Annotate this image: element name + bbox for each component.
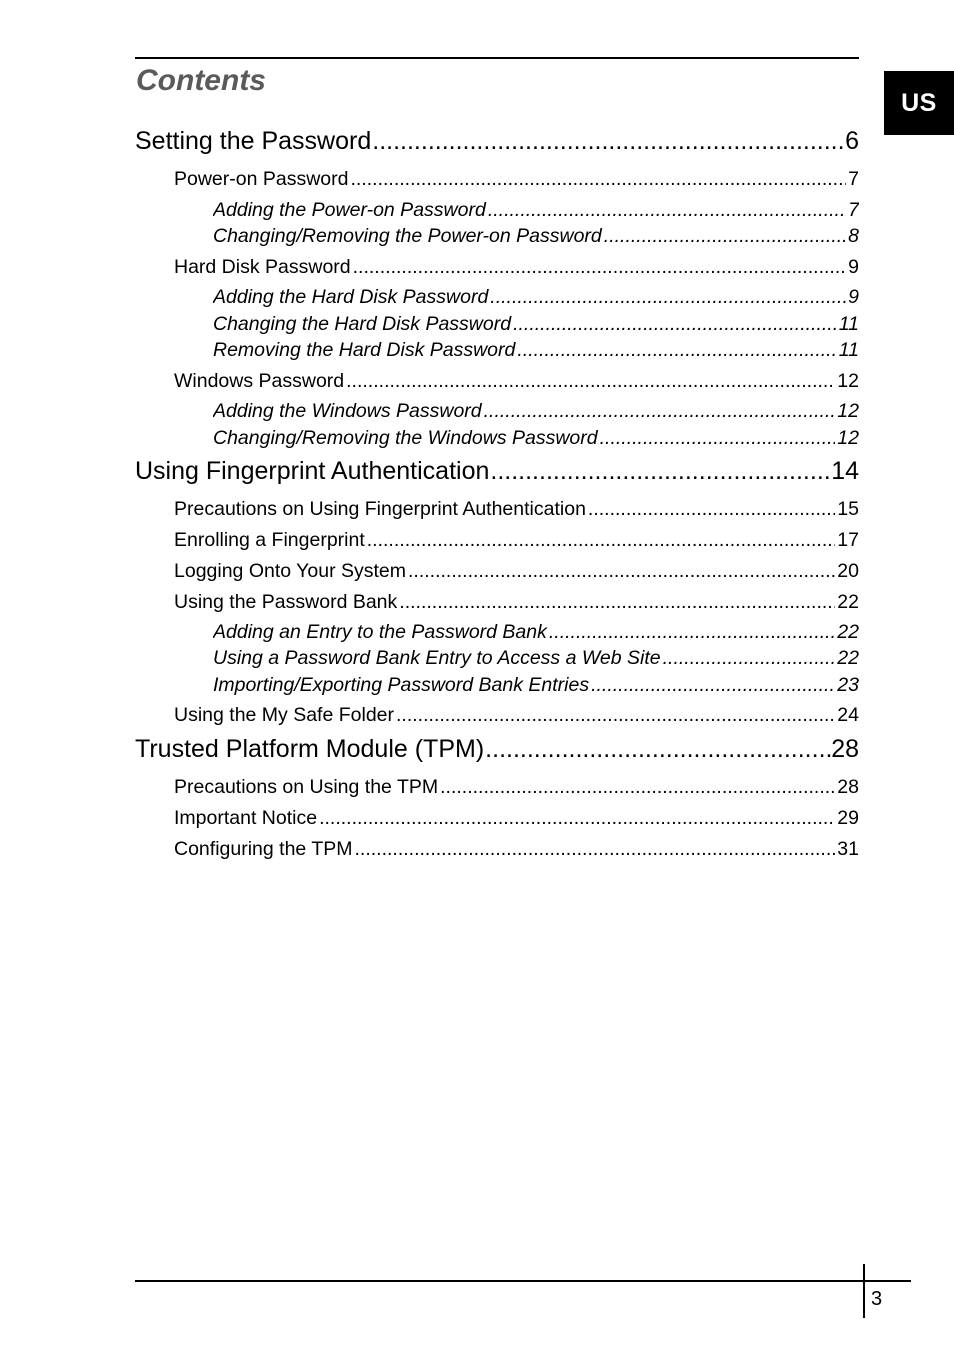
toc-page-number: 7 <box>848 199 859 221</box>
toc-page-number: 11 <box>838 313 859 335</box>
toc-page-number: 29 <box>837 807 859 829</box>
leader-dots <box>490 457 831 486</box>
toc-page-number: 15 <box>837 498 859 520</box>
toc-entry-title: Hard Disk Password <box>174 256 351 278</box>
leader-dots <box>351 168 847 191</box>
leader-dots <box>549 621 835 644</box>
toc-entry[interactable] <box>174 591 859 617</box>
toc-entry[interactable] <box>174 370 859 396</box>
leader-dots <box>408 560 835 583</box>
toc-page-number: 28 <box>831 735 859 763</box>
leader-dots <box>604 225 846 248</box>
toc-entry-title: Enrolling a Fingerprint <box>174 529 365 551</box>
toc-entry-title: Using the Password Bank <box>174 591 398 613</box>
toc-entry-title: Configuring the TPM <box>174 838 353 860</box>
toc-subentry-title: Adding the Windows Password <box>213 400 482 422</box>
leader-dots <box>484 400 836 423</box>
toc-page-number: 12 <box>837 370 859 392</box>
toc-subentry-title: Using a Password Bank Entry to Access a Web Site <box>213 647 661 669</box>
toc-subentry-title: Adding the Power-on Password <box>213 199 486 221</box>
leader-dots <box>591 674 835 697</box>
toc-page-number: 9 <box>848 286 859 308</box>
toc-subentry-title: Changing the Hard Disk Password <box>213 313 512 335</box>
toc-entry[interactable] <box>174 776 859 802</box>
toc-page-number: 14 <box>831 457 859 485</box>
leader-dots <box>600 427 836 450</box>
toc-subentry[interactable] <box>213 199 859 225</box>
toc-page-number: 31 <box>837 838 859 860</box>
toc-entry[interactable] <box>174 560 859 586</box>
leader-dots <box>372 127 845 156</box>
toc-entry[interactable] <box>174 498 859 524</box>
toc-entry-title: Precautions on Using Fingerprint Authentication <box>174 498 586 520</box>
toc-page-number: 20 <box>837 560 859 582</box>
toc-entry[interactable] <box>174 168 859 194</box>
toc-subentry-title: Changing/Removing the Windows Password <box>213 427 598 449</box>
toc-page-number: 8 <box>848 225 859 247</box>
toc-entry-title: Using the My Safe Folder <box>174 704 395 726</box>
toc-section-title: Trusted Platform Module (TPM) <box>135 735 485 763</box>
toc-page-number: 22 <box>837 621 859 643</box>
leader-dots <box>663 647 836 670</box>
footer-rule <box>135 1280 911 1282</box>
toc-entry[interactable] <box>174 529 859 555</box>
toc-page-number: 9 <box>848 256 859 278</box>
toc-page-number: 17 <box>837 529 859 551</box>
toc-entry-title: Windows Password <box>174 370 345 392</box>
toc-page-number: 22 <box>837 647 859 669</box>
toc-page-number: 12 <box>837 427 859 449</box>
toc-page-number: 28 <box>837 776 859 798</box>
leader-dots <box>319 807 835 830</box>
toc-entry[interactable] <box>174 704 859 730</box>
toc-subentry[interactable] <box>213 313 859 339</box>
toc-subentry[interactable] <box>213 647 859 673</box>
leader-dots <box>367 529 836 552</box>
leader-dots <box>353 256 847 279</box>
toc-subentry[interactable] <box>213 427 859 453</box>
toc-page-number: 23 <box>837 674 859 696</box>
page-number: 3 <box>871 1288 883 1310</box>
toc-section[interactable] <box>135 457 859 489</box>
toc-page-number: 6 <box>845 127 859 155</box>
toc-entry-title: Power-on Password <box>174 168 349 190</box>
language-tab: US <box>884 71 954 135</box>
leader-dots <box>488 199 846 222</box>
toc-subentry-title: Adding the Hard Disk Password <box>213 286 489 308</box>
toc-entry[interactable] <box>174 256 859 282</box>
toc-entry[interactable] <box>174 807 859 833</box>
toc-subentry-title: Removing the Hard Disk Password <box>213 339 516 361</box>
toc-entry-title: Precautions on Using the TPM <box>174 776 439 798</box>
toc-subentry[interactable] <box>213 674 859 700</box>
toc-subentry[interactable] <box>213 286 859 312</box>
toc-subentry[interactable] <box>213 400 859 426</box>
leader-dots <box>440 776 835 799</box>
leader-dots <box>396 704 835 727</box>
toc-subentry-title: Changing/Removing the Power-on Password <box>213 225 602 247</box>
page-title: Contents <box>136 64 266 97</box>
toc-section-title: Using Fingerprint Authentication <box>135 457 490 485</box>
toc-subentry[interactable] <box>213 225 859 251</box>
toc-entry[interactable] <box>174 838 859 864</box>
toc-subentry[interactable] <box>213 621 859 647</box>
footer-divider <box>863 1264 865 1318</box>
toc-section[interactable] <box>135 735 859 767</box>
toc-page-number: 24 <box>837 704 859 726</box>
toc-page-number: 12 <box>837 400 859 422</box>
toc-section[interactable] <box>135 127 859 159</box>
toc-section-title: Setting the Password <box>135 127 372 155</box>
toc-subentry-title: Importing/Exporting Password Bank Entries <box>213 674 590 696</box>
leader-dots <box>490 286 846 309</box>
leader-dots <box>485 735 831 764</box>
toc-entry-title: Important Notice <box>174 807 318 829</box>
leader-dots <box>346 370 835 393</box>
leader-dots <box>517 339 836 362</box>
leader-dots <box>588 498 835 521</box>
toc-subentry[interactable] <box>213 339 859 365</box>
leader-dots <box>513 313 837 336</box>
toc-page-number: 11 <box>838 339 859 361</box>
leader-dots <box>399 591 835 614</box>
leader-dots <box>354 838 835 861</box>
toc-entry-title: Logging Onto Your System <box>174 560 406 582</box>
toc-subentry-title: Adding an Entry to the Password Bank <box>213 621 547 643</box>
toc-page-number: 7 <box>848 168 859 190</box>
toc-page-number: 22 <box>837 591 859 613</box>
